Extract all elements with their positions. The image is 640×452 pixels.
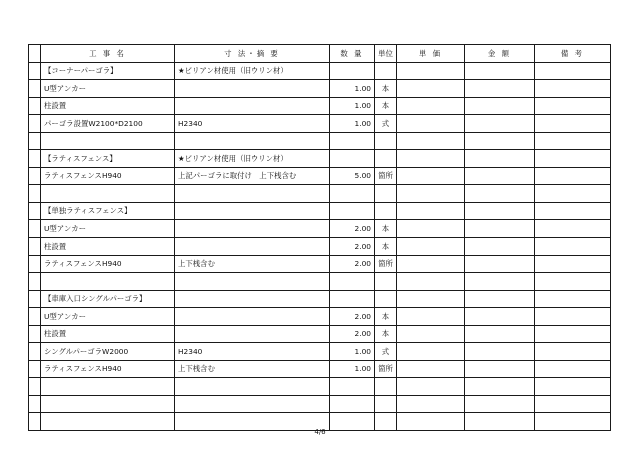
- remarks-cell: [535, 115, 611, 133]
- unit-cell: 本: [375, 308, 397, 326]
- item-cell: ラティスフェンスH940: [41, 360, 175, 378]
- unit-cell: [375, 395, 397, 413]
- row-blank: [29, 150, 41, 168]
- unit-cell: [375, 150, 397, 168]
- row-blank: [29, 238, 41, 256]
- header-row: [29, 45, 611, 63]
- table-row: [29, 62, 611, 80]
- spec-cell: [175, 395, 330, 413]
- qty-cell: 2.00: [330, 325, 375, 343]
- remarks-cell: [535, 378, 611, 396]
- item-cell: U型アンカー: [41, 220, 175, 238]
- remarks-cell: [535, 185, 611, 203]
- table-row: [29, 343, 611, 361]
- unit-cell: 式: [375, 343, 397, 361]
- amount-cell: [465, 132, 535, 150]
- table-body: [29, 62, 611, 430]
- unit-price-cell: [397, 325, 465, 343]
- unit-price-cell: [397, 238, 465, 256]
- unit-cell: [375, 132, 397, 150]
- remarks-cell: [535, 132, 611, 150]
- item-cell: [41, 378, 175, 396]
- row-blank: [29, 343, 41, 361]
- remarks-cell: [535, 255, 611, 273]
- unit-price-cell: [397, 273, 465, 291]
- remarks-cell: [535, 273, 611, 291]
- table-row: [29, 132, 611, 150]
- item-cell: 【コーナーパーゴラ】: [41, 62, 175, 80]
- item-cell: 【車庫入口シングルパーゴラ】: [41, 290, 175, 308]
- table-row: [29, 308, 611, 326]
- item-cell: 柱設置: [41, 325, 175, 343]
- amount-cell: [465, 273, 535, 291]
- table-row: [29, 395, 611, 413]
- header-spec: 寸 法・摘 要: [175, 45, 330, 63]
- table-row: [29, 97, 611, 115]
- item-cell: シングルパーゴラW2000: [41, 343, 175, 361]
- qty-cell: 1.00: [330, 343, 375, 361]
- header-item: 工 事 名: [41, 45, 175, 63]
- unit-price-cell: [397, 132, 465, 150]
- item-cell: 柱設置: [41, 238, 175, 256]
- table-row: [29, 273, 611, 291]
- amount-cell: [465, 80, 535, 98]
- header-remarks: 備 考: [535, 45, 611, 63]
- table-row: [29, 185, 611, 203]
- unit-price-cell: [397, 343, 465, 361]
- unit-price-cell: [397, 220, 465, 238]
- row-blank: [29, 360, 41, 378]
- unit-price-cell: [397, 80, 465, 98]
- unit-price-cell: [397, 150, 465, 168]
- unit-cell: 本: [375, 97, 397, 115]
- amount-cell: [465, 360, 535, 378]
- unit-cell: 箇所: [375, 360, 397, 378]
- qty-cell: 2.00: [330, 308, 375, 326]
- unit-price-cell: [397, 185, 465, 203]
- item-cell: パーゴラ設置W2100*D2100: [41, 115, 175, 133]
- unit-cell: [375, 273, 397, 291]
- amount-cell: [465, 255, 535, 273]
- item-cell: U型アンカー: [41, 80, 175, 98]
- item-cell: [41, 395, 175, 413]
- row-blank: [29, 97, 41, 115]
- qty-cell: [330, 185, 375, 203]
- item-cell: [41, 185, 175, 203]
- remarks-cell: [535, 238, 611, 256]
- unit-price-cell: [397, 290, 465, 308]
- amount-cell: [465, 202, 535, 220]
- unit-cell: [375, 185, 397, 203]
- remarks-cell: [535, 202, 611, 220]
- amount-cell: [465, 97, 535, 115]
- spec-cell: 上下桟含む: [175, 360, 330, 378]
- unit-cell: 箇所: [375, 255, 397, 273]
- unit-cell: 本: [375, 80, 397, 98]
- amount-cell: [465, 62, 535, 80]
- table-row: [29, 255, 611, 273]
- unit-cell: 本: [375, 238, 397, 256]
- table-row: [29, 378, 611, 396]
- header-qty: 数 量: [330, 45, 375, 63]
- unit-price-cell: [397, 97, 465, 115]
- spec-cell: H2340: [175, 343, 330, 361]
- amount-cell: [465, 150, 535, 168]
- row-blank: [29, 62, 41, 80]
- table-row: [29, 167, 611, 185]
- qty-cell: 2.00: [330, 220, 375, 238]
- spec-cell: [175, 308, 330, 326]
- spec-cell: [175, 185, 330, 203]
- unit-price-cell: [397, 167, 465, 185]
- unit-cell: [375, 290, 397, 308]
- unit-price-cell: [397, 360, 465, 378]
- item-cell: 柱設置: [41, 97, 175, 115]
- amount-cell: [465, 308, 535, 326]
- table-row: [29, 325, 611, 343]
- qty-cell: [330, 290, 375, 308]
- unit-cell: 本: [375, 325, 397, 343]
- row-blank: [29, 378, 41, 396]
- spec-cell: [175, 132, 330, 150]
- item-cell: [41, 273, 175, 291]
- qty-cell: 1.00: [330, 80, 375, 98]
- amount-cell: [465, 343, 535, 361]
- spec-cell: [175, 80, 330, 98]
- spec-cell: 上記パーゴラに取付け 上下桟含む: [175, 167, 330, 185]
- qty-cell: 1.00: [330, 360, 375, 378]
- spec-cell: [175, 290, 330, 308]
- row-blank: [29, 167, 41, 185]
- spec-cell: [175, 273, 330, 291]
- amount-cell: [465, 238, 535, 256]
- unit-cell: [375, 62, 397, 80]
- remarks-cell: [535, 220, 611, 238]
- row-blank: [29, 395, 41, 413]
- item-cell: ラティスフェンスH940: [41, 167, 175, 185]
- row-blank: [29, 185, 41, 203]
- header-amount: 金 額: [465, 45, 535, 63]
- qty-cell: 1.00: [330, 115, 375, 133]
- qty-cell: [330, 202, 375, 220]
- remarks-cell: [535, 62, 611, 80]
- remarks-cell: [535, 395, 611, 413]
- unit-cell: [375, 202, 397, 220]
- unit-cell: 式: [375, 115, 397, 133]
- row-blank: [29, 132, 41, 150]
- item-cell: ラティスフェンスH940: [41, 255, 175, 273]
- spec-cell: [175, 97, 330, 115]
- qty-cell: [330, 395, 375, 413]
- unit-price-cell: [397, 62, 465, 80]
- table-row: [29, 150, 611, 168]
- item-cell: U型アンカー: [41, 308, 175, 326]
- qty-cell: 2.00: [330, 255, 375, 273]
- qty-cell: [330, 62, 375, 80]
- amount-cell: [465, 290, 535, 308]
- item-cell: 【ラティスフェンス】: [41, 150, 175, 168]
- remarks-cell: [535, 167, 611, 185]
- remarks-cell: [535, 325, 611, 343]
- remarks-cell: [535, 290, 611, 308]
- table-row: [29, 238, 611, 256]
- amount-cell: [465, 378, 535, 396]
- spec-cell: 上下桟含む: [175, 255, 330, 273]
- estimate-table: [28, 44, 611, 431]
- qty-cell: 2.00: [330, 238, 375, 256]
- row-blank: [29, 80, 41, 98]
- remarks-cell: [535, 97, 611, 115]
- table-row: [29, 202, 611, 220]
- spec-cell: [175, 220, 330, 238]
- amount-cell: [465, 115, 535, 133]
- page-number: 4/6: [314, 428, 326, 436]
- qty-cell: [330, 273, 375, 291]
- qty-cell: 5.00: [330, 167, 375, 185]
- unit-cell: [375, 378, 397, 396]
- item-cell: [41, 132, 175, 150]
- row-blank: [29, 115, 41, 133]
- spec-cell: [175, 202, 330, 220]
- table-row: [29, 80, 611, 98]
- spec-cell: ★ビリアン材使用（旧ウリン材）: [175, 62, 330, 80]
- row-blank: [29, 325, 41, 343]
- amount-cell: [465, 167, 535, 185]
- table-row: [29, 360, 611, 378]
- header-unit: 単位: [375, 45, 397, 63]
- remarks-cell: [535, 80, 611, 98]
- unit-price-cell: [397, 202, 465, 220]
- unit-price-cell: [397, 115, 465, 133]
- row-blank: [29, 308, 41, 326]
- unit-price-cell: [397, 308, 465, 326]
- row-blank: [29, 290, 41, 308]
- header-blank: [29, 45, 41, 63]
- unit-cell: 箇所: [375, 167, 397, 185]
- qty-cell: [330, 378, 375, 396]
- remarks-cell: [535, 360, 611, 378]
- table-row: [29, 290, 611, 308]
- row-blank: [29, 202, 41, 220]
- spec-cell: H2340: [175, 115, 330, 133]
- header-unit-price: 単 価: [397, 45, 465, 63]
- unit-cell: 本: [375, 220, 397, 238]
- item-cell: 【単独ラティスフェンス】: [41, 202, 175, 220]
- unit-price-cell: [397, 395, 465, 413]
- estimate-sheet: [28, 44, 610, 431]
- unit-price-cell: [397, 255, 465, 273]
- remarks-cell: [535, 308, 611, 326]
- row-blank: [29, 273, 41, 291]
- amount-cell: [465, 325, 535, 343]
- qty-cell: [330, 150, 375, 168]
- table-row: [29, 115, 611, 133]
- qty-cell: [330, 132, 375, 150]
- remarks-cell: [535, 150, 611, 168]
- spec-cell: [175, 378, 330, 396]
- row-blank: [29, 255, 41, 273]
- spec-cell: [175, 325, 330, 343]
- unit-price-cell: [397, 378, 465, 396]
- amount-cell: [465, 220, 535, 238]
- remarks-cell: [535, 343, 611, 361]
- amount-cell: [465, 185, 535, 203]
- row-blank: [29, 220, 41, 238]
- spec-cell: [175, 238, 330, 256]
- table-row: [29, 220, 611, 238]
- spec-cell: ★ビリアン材使用（旧ウリン材）: [175, 150, 330, 168]
- amount-cell: [465, 395, 535, 413]
- qty-cell: 1.00: [330, 97, 375, 115]
